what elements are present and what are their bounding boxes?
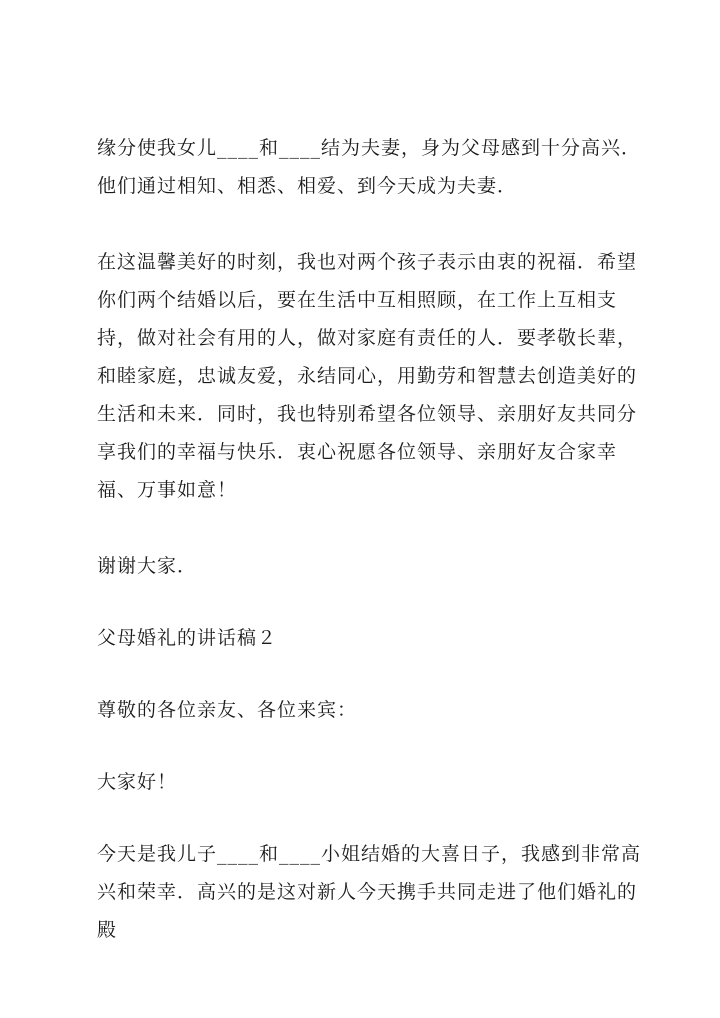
paragraph-salutation: 尊敬的各位亲友、各位来宾： [97,699,358,721]
paragraph-greeting: 大家好！ [97,771,178,793]
paragraph-opening: 今天是我儿子____和____小姐结婚的大喜日子，我感到非常高兴和荣幸．高兴的是这对新人今天携手共同走进了他们婚礼的殿 [97,843,642,941]
document-body [97,129,642,949]
paragraph-intro: 缘分使我女儿____和____结为夫妻，身为父母感到十分高兴．他们通过相知、相悉、相爱、到今天成为夫妻． [97,137,642,197]
paragraph-thanks: 谢谢大家． [97,555,198,577]
section-heading: 父母婚礼的讲话稿２ [97,627,278,649]
paragraph-blessing: 在这温馨美好的时刻，我也对两个孩子表示由衷的祝福．希望你们两个结婚以后，要在生活中互相照顾，在工作上互相支持，做对社会有用的人，做对家庭有责任的人．要孝敬长辈，和睦家庭，忠诚友爱，永结同心，用勤劳和智慧去创造美好的生活和未来．同时，我也特别希望各位领导、亲朋好友共同分享我们的幸福与快乐．衷心祝愿各位领导、亲朋好友合家幸福、万事如意！ [97,251,638,501]
